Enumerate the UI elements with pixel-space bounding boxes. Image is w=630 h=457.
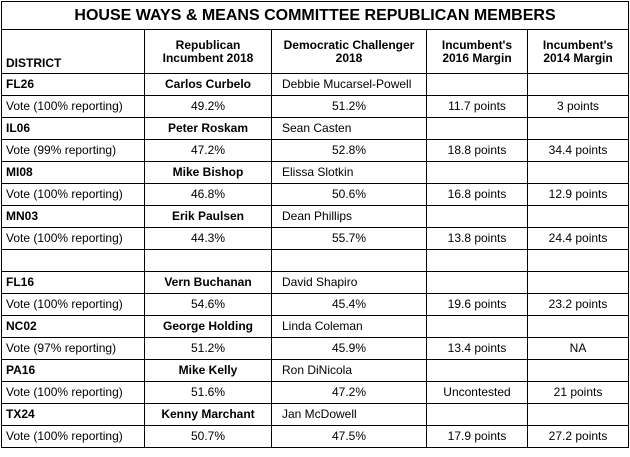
margin-2014-cell: 21 points [528,382,629,404]
district-cell: MN03 [2,206,145,228]
empty-cell [528,272,629,294]
challenger-cell: Elissa Slotkin [272,162,427,184]
table-row [2,294,629,316]
rep-pct-cell: 49.2% [145,96,272,118]
header-margin-2014: Incumbent's 2014 Margin [528,30,629,74]
vote-label-cell: Vote (100% reporting) [2,96,145,118]
empty-cell [528,74,629,96]
empty-cell [2,250,145,272]
margin-2014-cell: 23.2 points [528,294,629,316]
table-row [2,272,629,294]
challenger-cell: Linda Coleman [272,316,427,338]
table-row [2,228,629,250]
table-title: HOUSE WAYS & MEANS COMMITTEE REPUBLICAN MEMBERS [2,2,629,30]
vote-label-cell: Vote (99% reporting) [2,140,145,162]
empty-cell [427,206,528,228]
margin-2016-cell: Uncontested [427,382,528,404]
district-cell: PA16 [2,360,145,382]
rep-pct-cell: 54.6% [145,294,272,316]
margin-2014-cell: 27.2 points [528,426,629,448]
dem-pct-cell: 47.5% [272,426,427,448]
empty-cell [427,404,528,426]
empty-cell [427,74,528,96]
vote-label-cell: Vote (100% reporting) [2,228,145,250]
table-row [2,338,629,360]
dem-pct-cell: 52.8% [272,140,427,162]
margin-2014-cell: 34.4 points [528,140,629,162]
rep-pct-cell: 44.3% [145,228,272,250]
vote-label-cell: Vote (100% reporting) [2,294,145,316]
margin-2014-cell: 24.4 points [528,228,629,250]
margin-2016-cell: 13.8 points [427,228,528,250]
challenger-cell: Sean Casten [272,118,427,140]
empty-cell [528,404,629,426]
empty-cell [427,250,528,272]
table-row [2,74,629,96]
margin-2016-cell: 13.4 points [427,338,528,360]
dem-pct-cell: 50.6% [272,184,427,206]
empty-cell [272,250,427,272]
empty-cell [427,360,528,382]
margin-2016-cell: 16.8 points [427,184,528,206]
margin-2014-cell: 12.9 points [528,184,629,206]
table-row [2,206,629,228]
incumbent-cell: Peter Roskam [145,118,272,140]
table-row [2,96,629,118]
vote-label-cell: Vote (100% reporting) [2,426,145,448]
district-cell: MI08 [2,162,145,184]
blank-row [2,250,629,272]
challenger-cell: Ron DiNicola [272,360,427,382]
empty-cell [528,206,629,228]
district-cell: NC02 [2,316,145,338]
vote-label-cell: Vote (100% reporting) [2,184,145,206]
empty-cell [528,360,629,382]
district-cell: TX24 [2,404,145,426]
empty-cell [528,162,629,184]
vote-label-cell: Vote (97% reporting) [2,338,145,360]
incumbent-cell: Kenny Marchant [145,404,272,426]
table-row [2,140,629,162]
challenger-cell: Dean Phillips [272,206,427,228]
table-row [2,118,629,140]
challenger-cell: David Shapiro [272,272,427,294]
empty-cell [427,162,528,184]
empty-cell [145,250,272,272]
table-row [2,316,629,338]
table-row [2,184,629,206]
table-row [2,162,629,184]
rep-pct-cell: 46.8% [145,184,272,206]
empty-cell [528,250,629,272]
challenger-cell: Debbie Mucarsel-Powell [272,74,427,96]
challenger-cell: Jan McDowell [272,404,427,426]
incumbent-cell: Mike Kelly [145,360,272,382]
rep-pct-cell: 50.7% [145,426,272,448]
dem-pct-cell: 45.9% [272,338,427,360]
table-row [2,382,629,404]
vote-label-cell: Vote (100% reporting) [2,382,145,404]
header-democratic: Democratic Challenger 2018 [272,30,427,74]
rep-pct-cell: 47.2% [145,140,272,162]
incumbent-cell: Carlos Curbelo [145,74,272,96]
empty-cell [528,118,629,140]
incumbent-cell: Vern Buchanan [145,272,272,294]
dem-pct-cell: 47.2% [272,382,427,404]
header-republican: Republican Incumbent 2018 [145,30,272,74]
dem-pct-cell: 45.4% [272,294,427,316]
margin-2014-cell: 3 points [528,96,629,118]
incumbent-cell: George Holding [145,316,272,338]
header-district: DISTRICT [2,30,145,74]
margin-2016-cell: 18.8 points [427,140,528,162]
margin-2014-cell: NA [528,338,629,360]
table-row [2,360,629,382]
empty-cell [427,272,528,294]
incumbent-cell: Mike Bishop [145,162,272,184]
table-row [2,426,629,448]
margin-2016-cell: 17.9 points [427,426,528,448]
margin-2016-cell: 11.7 points [427,96,528,118]
results-table [1,1,629,448]
empty-cell [427,118,528,140]
rep-pct-cell: 51.6% [145,382,272,404]
rep-pct-cell: 51.2% [145,338,272,360]
district-cell: IL06 [2,118,145,140]
header-margin-2016: Incumbent's 2016 Margin [427,30,528,74]
district-cell: FL16 [2,272,145,294]
margin-2016-cell: 19.6 points [427,294,528,316]
incumbent-cell: Erik Paulsen [145,206,272,228]
table-row [2,404,629,426]
dem-pct-cell: 51.2% [272,96,427,118]
district-cell: FL26 [2,74,145,96]
empty-cell [427,316,528,338]
empty-cell [528,316,629,338]
dem-pct-cell: 55.7% [272,228,427,250]
